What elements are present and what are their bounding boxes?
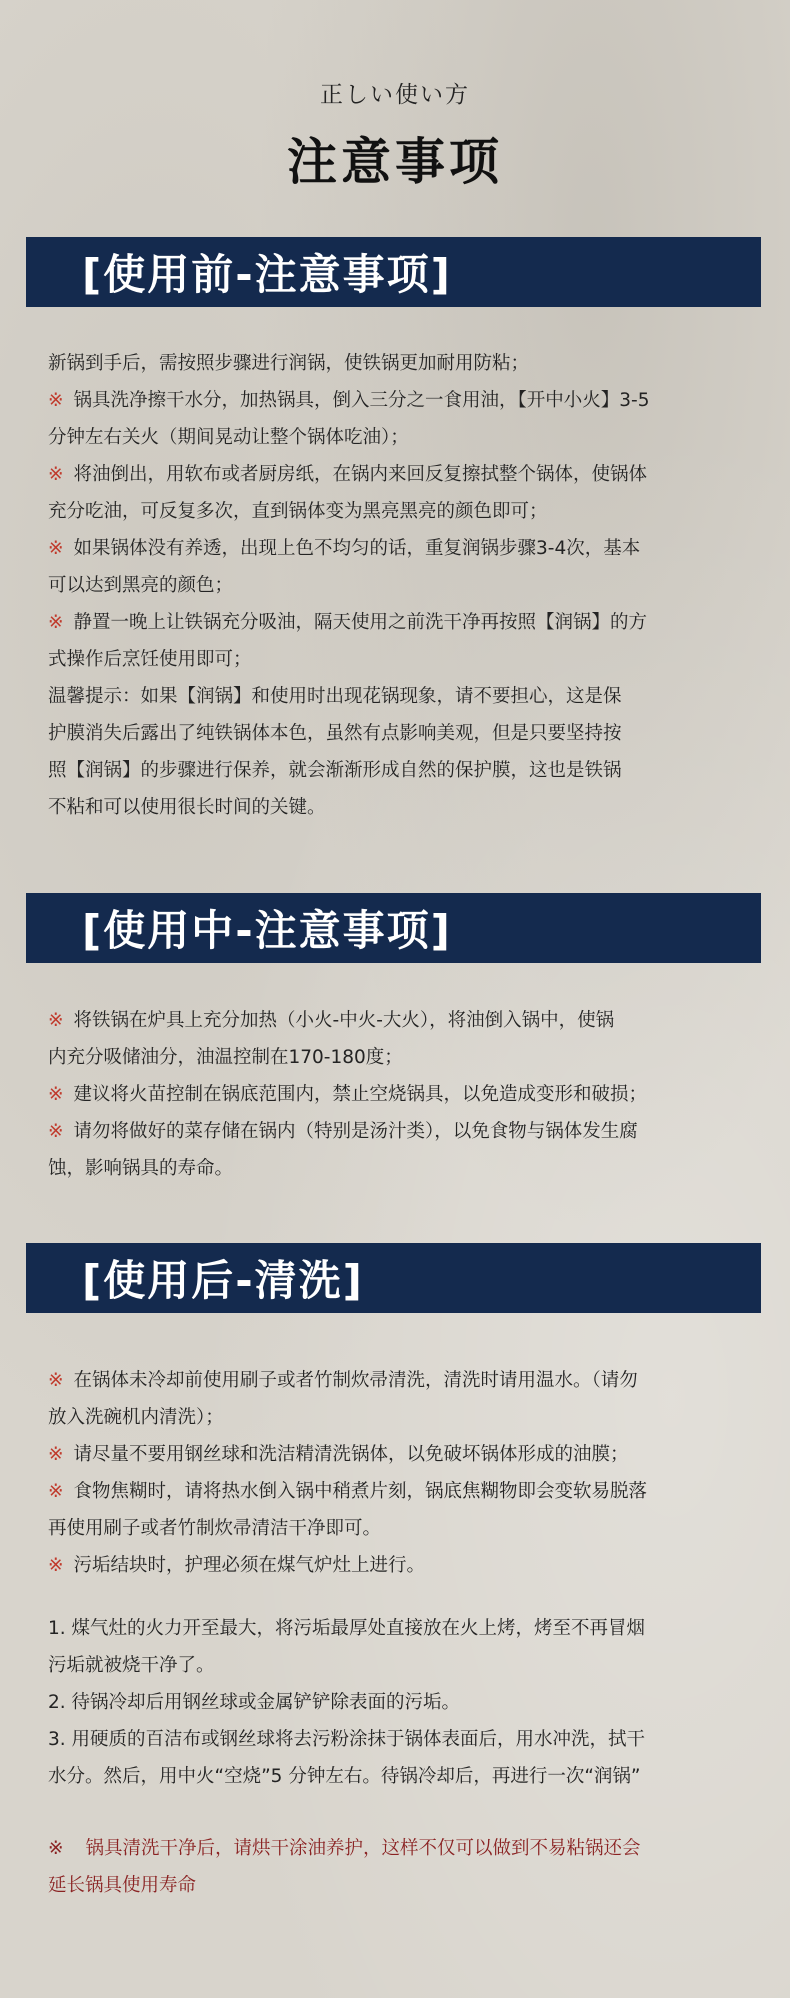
list-item: 放入洗碗机内清洗）； (48, 1407, 224, 1428)
reference-mark-icon: ※ (48, 1121, 64, 1142)
reference-mark-icon: ※ (48, 1010, 64, 1031)
section-title: [使用后-清洗] (82, 1256, 364, 1305)
reference-mark-icon: ※ (48, 1370, 64, 1391)
list-item: 温馨提示：如果【润锅】和使用时出现花锅现象，请不要担心，这是保 (48, 686, 622, 707)
list-item: 分钟左右关火（期间晃动让整个锅体吃油）； (48, 427, 409, 448)
page-title: 注意事项 (287, 133, 503, 191)
list-item: ※ 建议将火苗控制在锅底范围内，禁止空烧锅具，以免造成变形和破损； (48, 1084, 648, 1105)
section-banner-after-use (26, 1243, 761, 1313)
reference-mark-icon: ※ (48, 1838, 64, 1859)
list-item: ※ 污垢结块时，护理必须在煤气炉灶上进行。 (48, 1555, 426, 1576)
step-item: 污垢就被烧干净了。 (48, 1655, 215, 1676)
list-item: ※ 锅具洗净擦干水分，加热锅具，倒入三分之一食用油，【开中小火】3-5 (48, 390, 650, 411)
list-item: 充分吃油，可反复多次，直到锅体变为黑亮黑亮的颜色即可； (48, 501, 548, 522)
section-title: [使用前-注意事项] (82, 250, 452, 299)
reference-mark-icon: ※ (48, 1481, 64, 1502)
reference-mark-icon: ※ (48, 538, 64, 559)
step-item: 3. 用硬质的百洁布或钢丝球将去污粉涂抹于锅体表面后，用水冲洗，拭干 (48, 1729, 646, 1750)
list-item: 护膜消失后露出了纯铁锅体本色，虽然有点影响美观，但是只要坚持按 (48, 723, 622, 744)
list-item: ※ 在锅体未冷却前使用刷子或者竹制炊帚清洗，清洗时请用温水。（请勿 (48, 1370, 638, 1391)
step-item: 2. 待锅冷却后用钢丝球或金属铲铲除表面的污垢。 (48, 1692, 461, 1713)
section-body-before-use (48, 345, 748, 826)
list-item: 新锅到手后，需按照步骤进行润锅，使铁锅更加耐用防粘； (48, 353, 530, 374)
reference-mark-icon: ※ (48, 1444, 64, 1465)
section-body-after-use (48, 1362, 748, 1584)
list-item: ※ 如果锅体没有养透，出现上色不均匀的话，重复润锅步骤3-4次，基本 (48, 538, 641, 559)
list-item: ※ 请尽量不要用钢丝球和洗洁精清洗锅体，以免破坏锅体形成的油膜； (48, 1444, 629, 1465)
list-item: 再使用刷子或者竹制炊帚清洁干净即可。 (48, 1518, 382, 1539)
step-item: 1. 煤气灶的火力开至最大，将污垢最厚处直接放在火上烤，烤至不再冒烟 (48, 1618, 646, 1639)
list-item: 不粘和可以使用很长时间的关键。 (48, 797, 326, 818)
cleaning-steps (48, 1610, 748, 1795)
list-item: ※ 将铁锅在炉具上充分加热（小火-中火-大火），将油倒入锅中，使锅 (48, 1010, 615, 1031)
list-item: ※ 请勿将做好的菜存储在锅内（特别是汤汁类），以免食物与锅体发生腐 (48, 1121, 638, 1142)
reference-mark-icon: ※ (48, 1555, 64, 1576)
reference-mark-icon: ※ (48, 464, 64, 485)
list-item: ※ 静置一晚上让铁锅充分吸油，隔天使用之前洗干净再按照【润锅】的方 (48, 612, 648, 633)
reference-mark-icon: ※ (48, 1084, 64, 1105)
list-item: ※ 将油倒出，用软布或者厨房纸，在锅内来回反复擦拭整个锅体，使锅体 (48, 464, 648, 485)
list-item: 照【润锅】的步骤进行保养，就会渐渐形成自然的保护膜，这也是铁锅 (48, 760, 622, 781)
reference-mark-icon: ※ (48, 612, 64, 633)
section-body-during-use (48, 1002, 748, 1187)
section-title: [使用中-注意事项] (82, 906, 452, 955)
list-item: 蚀，影响锅具的寿命。 (48, 1158, 234, 1179)
page-subtitle: 正しい使い方 (320, 82, 470, 108)
step-item: 水分。然后，用中火“空烧”5 分钟左右。待锅冷却后，再进行一次“润锅” (48, 1766, 641, 1787)
section-banner-during-use (26, 893, 761, 963)
list-item: 式操作后烹饪使用即可； (48, 649, 252, 670)
list-item: 内充分吸储油分，油温控制在170-180度； (48, 1047, 403, 1068)
list-item: ※ 食物焦糊时，请将热水倒入锅中稍煮片刻，锅底焦糊物即会变软易脱落 (48, 1481, 648, 1502)
section-banner-before-use (26, 237, 761, 307)
care-note: ※ 锅具清洗干净后，请烘干涂油养护，这样不仅可以做到不易粘锅还会 延长锅具使用寿命 (48, 1838, 641, 1896)
list-item: 可以达到黑亮的颜色； (48, 575, 234, 596)
reference-mark-icon: ※ (48, 390, 64, 411)
